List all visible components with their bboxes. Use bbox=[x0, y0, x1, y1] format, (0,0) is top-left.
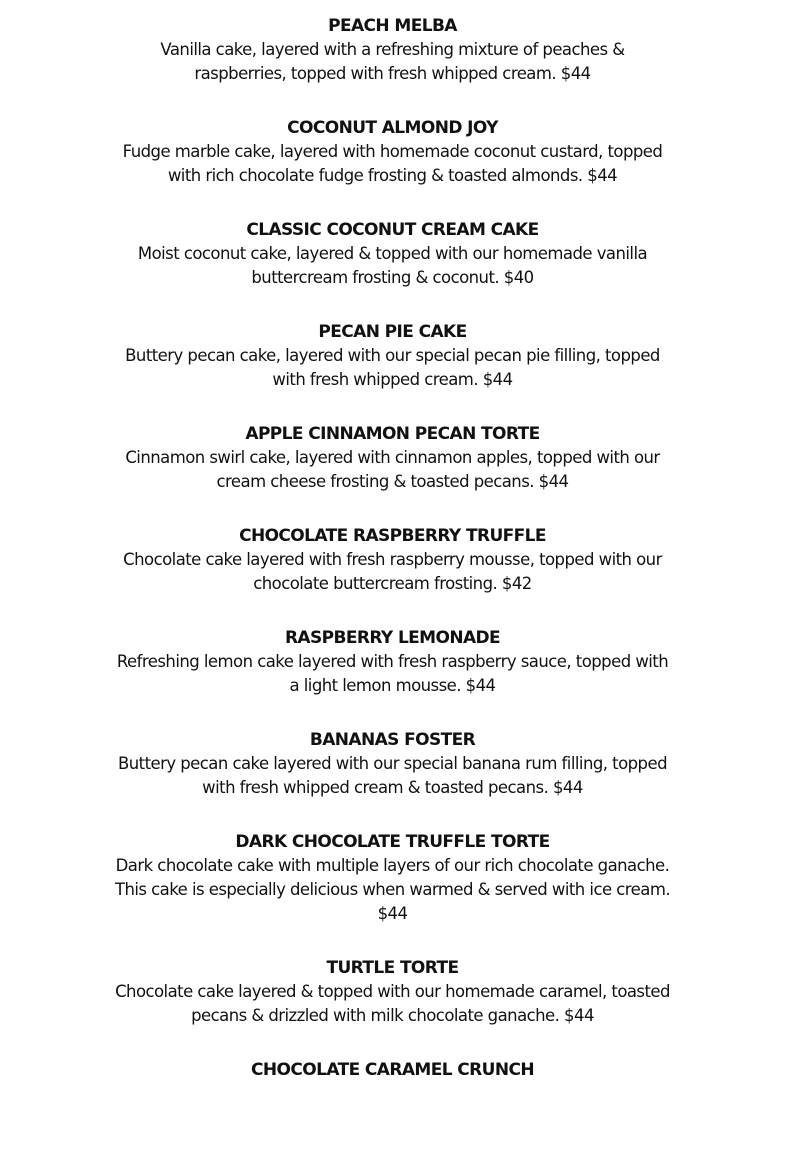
description-line: Cinnamon swirl cake, layered with cinnamon apples, topped with our bbox=[125, 448, 660, 467]
item-description bbox=[0, 344, 785, 392]
item-description bbox=[0, 650, 785, 698]
menu-item-peach-melba bbox=[0, 14, 785, 116]
item-description bbox=[0, 446, 785, 494]
item-name: BANANAS FOSTER bbox=[309, 730, 476, 750]
description-line: pecans & drizzled with milk chocolate ganache. $44 bbox=[191, 1006, 594, 1025]
menu-item-pecan-pie-cake bbox=[0, 320, 785, 422]
item-description bbox=[0, 854, 785, 926]
description-line: This cake is especially delicious when warmed & served with ice cream. bbox=[114, 880, 671, 899]
item-description bbox=[0, 242, 785, 290]
item-name: PEACH MELBA bbox=[328, 16, 457, 36]
description-line: buttercream frosting & coconut. $40 bbox=[251, 268, 534, 287]
description-line: Buttery pecan cake layered with our special banana rum filling, topped bbox=[118, 754, 667, 773]
item-name: CHOCOLATE RASPBERRY TRUFFLE bbox=[239, 526, 546, 546]
description-line: a light lemon mousse. $44 bbox=[289, 676, 496, 695]
description-line: with rich chocolate fudge frosting & toasted almonds. $44 bbox=[167, 166, 618, 185]
item-name: RASPBERRY LEMONADE bbox=[284, 628, 501, 648]
description-line: Chocolate cake layered with fresh raspberry mousse, topped with our bbox=[123, 550, 662, 569]
description-line: Refreshing lemon cake layered with fresh raspberry sauce, topped with bbox=[116, 652, 669, 671]
item-name: PECAN PIE CAKE bbox=[318, 322, 467, 342]
description-line: Fudge marble cake, layered with homemade coconut custard, topped bbox=[122, 142, 663, 161]
menu-item-bananas-foster bbox=[0, 728, 785, 830]
description-line: $44 bbox=[377, 904, 408, 923]
menu-item-turtle-torte bbox=[0, 956, 785, 1058]
menu-item-chocolate-raspberry-truffle bbox=[0, 524, 785, 626]
menu-item-raspberry-lemonade bbox=[0, 626, 785, 728]
description-line: Buttery pecan cake, layered with our special pecan pie filling, topped bbox=[125, 346, 660, 365]
menu-item-chocolate-caramel-crunch bbox=[0, 1058, 785, 1160]
item-name: CLASSIC COCONUT CREAM CAKE bbox=[246, 220, 539, 240]
description-line: with fresh whipped cream & toasted pecans. $44 bbox=[202, 778, 583, 797]
description-line: Chocolate cake layered & topped with our homemade caramel, toasted bbox=[115, 982, 670, 1001]
description-line: Moist coconut cake, layered & topped with our homemade vanilla bbox=[137, 244, 648, 263]
item-description bbox=[0, 140, 785, 188]
description-line: with fresh whipped cream. $44 bbox=[272, 370, 513, 389]
item-description bbox=[0, 752, 785, 800]
description-line: cream cheese frosting & toasted pecans. $44 bbox=[216, 472, 569, 491]
menu-item-coconut-almond-joy bbox=[0, 116, 785, 218]
item-name: COCONUT ALMOND JOY bbox=[287, 118, 498, 138]
item-description bbox=[0, 548, 785, 596]
item-description bbox=[0, 38, 785, 86]
item-name: DARK CHOCOLATE TRUFFLE TORTE bbox=[235, 832, 550, 852]
description-line: Dark chocolate cake with multiple layers of our rich chocolate ganache. bbox=[115, 856, 670, 875]
description-line: Vanilla cake, layered with a refreshing mixture of peaches & bbox=[160, 40, 625, 59]
item-name: APPLE CINNAMON PECAN TORTE bbox=[245, 424, 540, 444]
menu-item-apple-cinnamon-pecan-torte bbox=[0, 422, 785, 524]
menu-item-classic-coconut-cream-cake bbox=[0, 218, 785, 320]
item-description bbox=[0, 980, 785, 1028]
description-line: chocolate buttercream frosting. $42 bbox=[253, 574, 532, 593]
cake-menu bbox=[0, 14, 785, 1160]
item-name: TURTLE TORTE bbox=[326, 958, 459, 978]
menu-item-dark-chocolate-truffle-torte bbox=[0, 830, 785, 956]
item-name: CHOCOLATE CARAMEL CRUNCH bbox=[251, 1060, 534, 1080]
description-line: raspberries, topped with fresh whipped cream. $44 bbox=[194, 64, 591, 83]
